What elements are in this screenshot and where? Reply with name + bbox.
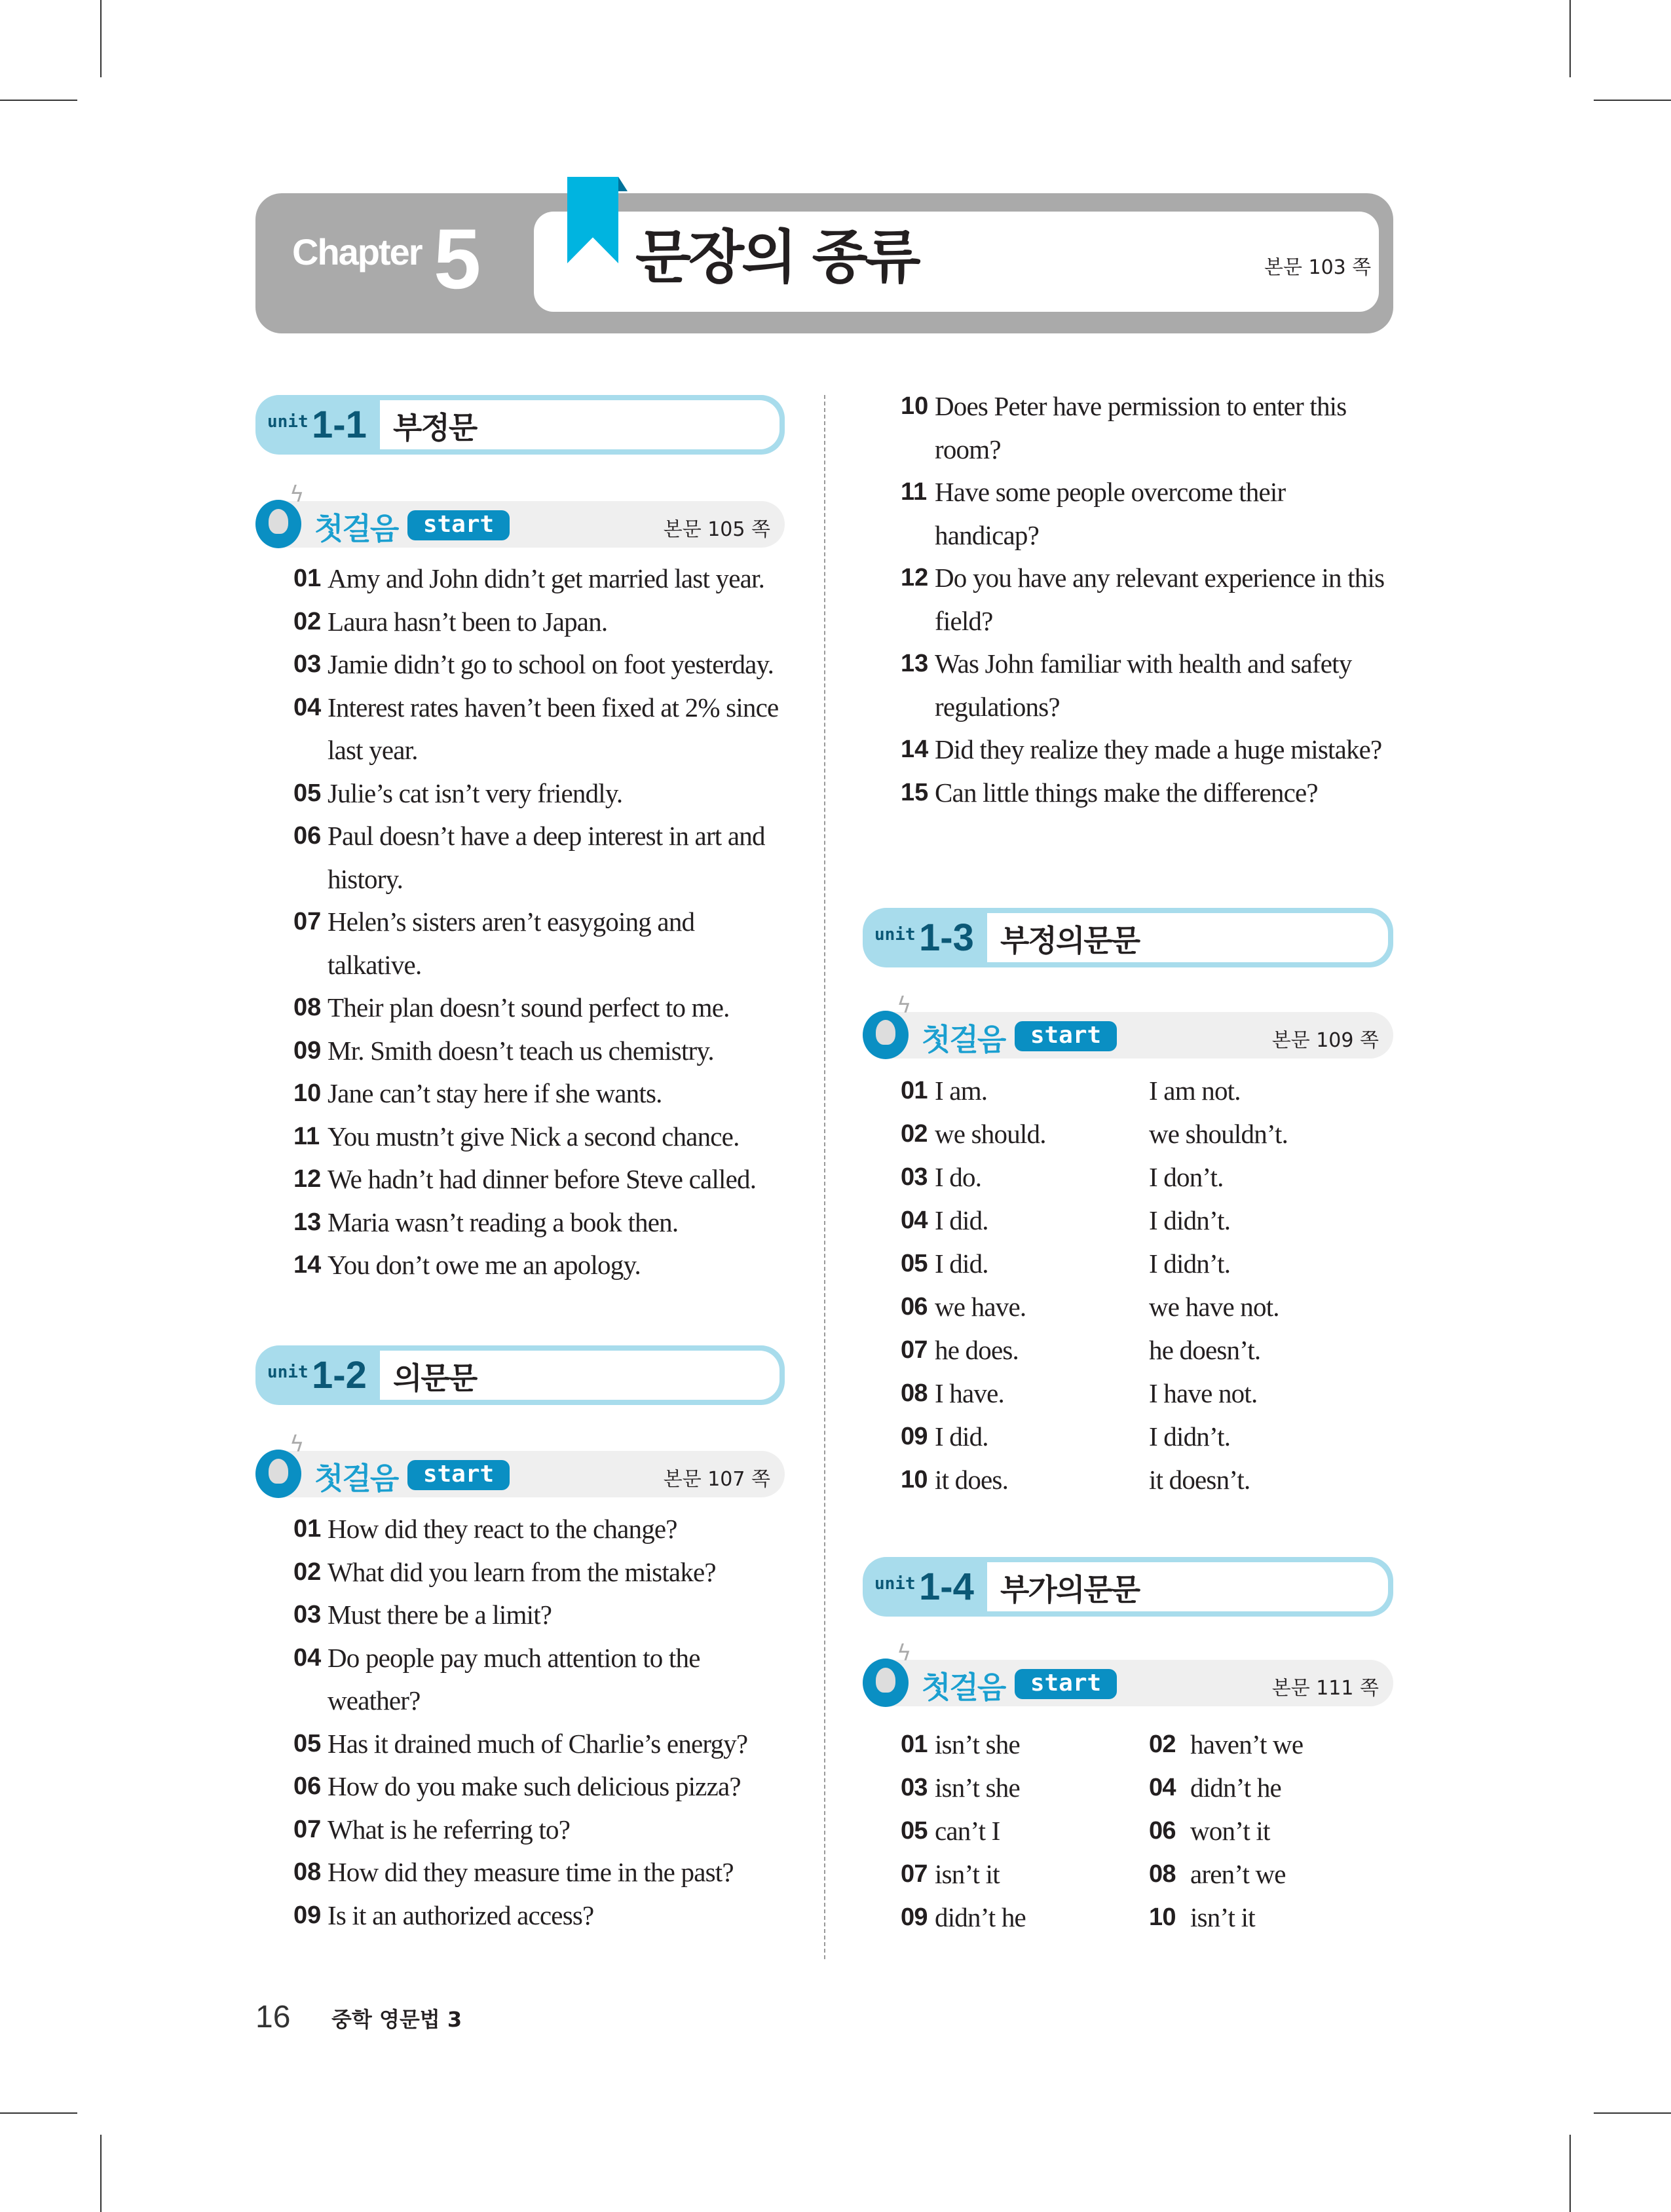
list-item	[293, 1115, 791, 1159]
answer-positive: I am.	[935, 1076, 988, 1106]
list-item	[293, 901, 791, 986]
chapter-number: 5	[434, 211, 481, 307]
list-item	[901, 557, 1392, 643]
answer-negative: we have not.	[1149, 1292, 1279, 1322]
item-number: 02	[901, 1120, 928, 1148]
crop-mark	[0, 100, 77, 101]
answer-negative: I am not.	[1149, 1076, 1241, 1106]
item-number: 05	[901, 1817, 928, 1845]
answer-negative: he doesn’t.	[1149, 1335, 1261, 1365]
item-number: 11	[901, 478, 928, 506]
answer-negative: it doesn’t.	[1149, 1465, 1250, 1495]
list-item	[901, 1723, 1385, 1766]
answer-positive: I do.	[935, 1162, 982, 1192]
unit-header	[863, 908, 1393, 967]
start-header	[863, 1640, 1393, 1706]
item-text: How did they react to the change?	[328, 1514, 677, 1544]
item-number: 06	[1149, 1817, 1176, 1845]
list-item	[293, 601, 791, 644]
page-number: 16	[255, 2000, 291, 2034]
start-header	[255, 481, 785, 548]
item-text: isn’t it	[1190, 1902, 1255, 1932]
item-number: 04	[293, 693, 322, 721]
page-ref: 본문 109 쪽	[1271, 1029, 1379, 1052]
start-korean-label: 첫걸음	[314, 1461, 398, 1496]
item-number: 08	[293, 1858, 322, 1886]
answer-negative: I didn’t.	[1149, 1248, 1231, 1279]
chapter-label: Chapter	[292, 231, 422, 272]
page-ref: 본문 107 쪽	[663, 1468, 770, 1491]
list-item	[293, 772, 791, 815]
item-number: 09	[901, 1903, 928, 1931]
list-item	[293, 1723, 791, 1766]
item-number: 14	[901, 736, 929, 763]
unit-title: 부가의문문	[1000, 1572, 1140, 1607]
crop-mark	[1594, 2112, 1671, 2114]
unit-number: 1-2	[312, 1354, 367, 1397]
list-item	[293, 1809, 791, 1852]
item-text: Can little things make the difference?	[935, 777, 1318, 808]
item-number: 04	[1149, 1774, 1176, 1801]
crop-mark	[1569, 0, 1571, 77]
item-number: 10	[1149, 1903, 1176, 1931]
list-item	[293, 1030, 791, 1073]
item-text: aren’t we	[1190, 1859, 1286, 1889]
start-badge: start	[1015, 1021, 1117, 1051]
item-number: 14	[293, 1251, 322, 1279]
item-number: 07	[901, 1336, 928, 1364]
item-number: 09	[293, 1036, 322, 1064]
list-item	[901, 1809, 1385, 1852]
item-number: 07	[293, 1815, 322, 1843]
list-item	[901, 1112, 1385, 1155]
bulb-glass	[876, 1668, 895, 1693]
start-header	[863, 992, 1393, 1059]
item-number: 11	[293, 1122, 320, 1150]
list-item	[293, 1851, 791, 1894]
item-text: Laura hasn’t been to Japan.	[328, 606, 608, 637]
list-item	[901, 1372, 1385, 1415]
list-item	[901, 1242, 1385, 1285]
answer-list	[901, 1723, 1385, 1939]
item-number: 13	[293, 1208, 322, 1236]
item-text: Interest rates haven’t been fixed at 2% since last year.	[328, 692, 779, 765]
start-korean-label: 첫걸음	[922, 1670, 1005, 1705]
item-number: 10	[901, 392, 929, 420]
item-text: Must there be a limit?	[328, 1600, 552, 1630]
start-korean-label: 첫걸음	[314, 511, 398, 546]
item-number: 06	[901, 1293, 928, 1321]
item-number: 07	[293, 908, 322, 935]
unit-number: 1-4	[919, 1565, 974, 1608]
item-number: 10	[293, 1079, 322, 1107]
item-number: 04	[293, 1643, 322, 1672]
answer-positive: we should.	[935, 1119, 1046, 1149]
item-text: Amy and John didn’t get married last year.	[328, 563, 765, 593]
item-number: 01	[293, 1515, 322, 1543]
item-number: 08	[901, 1379, 928, 1407]
answer-list	[901, 385, 1392, 814]
item-text: can’t I	[935, 1816, 1000, 1846]
item-number: 06	[293, 1772, 322, 1800]
item-number: 09	[901, 1423, 928, 1450]
chapter-page-ref: 본문 103 쪽	[1264, 256, 1372, 279]
item-number: 12	[293, 1165, 322, 1193]
item-text: Julie’s cat isn’t very friendly.	[328, 778, 623, 808]
start-badge: start	[407, 1460, 510, 1490]
item-text: won’t it	[1190, 1816, 1270, 1846]
start-korean-label: 첫걸음	[922, 1022, 1005, 1057]
item-text: We hadn’t had dinner before Steve called.	[328, 1164, 757, 1194]
crop-mark	[0, 2112, 77, 2114]
answer-positive: he does.	[935, 1335, 1019, 1365]
list-item	[293, 643, 791, 686]
list-item	[901, 772, 1392, 815]
item-number: 03	[901, 1163, 928, 1191]
crop-mark	[1569, 2135, 1571, 2212]
list-item	[901, 728, 1392, 772]
unit-header	[863, 1557, 1393, 1617]
list-item	[293, 1158, 791, 1201]
list-item	[901, 1069, 1385, 1112]
unit-number: 1-1	[312, 403, 367, 446]
list-item	[293, 1594, 791, 1637]
item-text: Paul doesn’t have a deep interest in art and history.	[328, 821, 765, 894]
item-text: What is he referring to?	[328, 1814, 571, 1845]
unit-label: unit	[267, 412, 309, 432]
item-text: Their plan doesn’t sound perfect to me.	[328, 992, 730, 1022]
unit-label: unit	[267, 1362, 309, 1382]
item-text: How do you make such delicious pizza?	[328, 1771, 741, 1801]
item-number: 02	[293, 607, 322, 635]
unit-label: unit	[874, 925, 916, 945]
answer-negative: I don’t.	[1149, 1162, 1224, 1192]
answer-negative: I didn’t.	[1149, 1421, 1231, 1452]
item-text: Do you have any relevant experience in this field?	[935, 563, 1385, 636]
list-item	[293, 1894, 791, 1938]
item-number: 07	[901, 1860, 928, 1888]
item-number: 02	[293, 1558, 322, 1586]
item-number: 03	[293, 650, 322, 678]
answer-negative: I didn’t.	[1149, 1205, 1231, 1235]
crop-mark	[1594, 100, 1671, 101]
item-number: 03	[901, 1774, 928, 1801]
answer-positive: I did.	[935, 1248, 988, 1279]
answer-positive: we have.	[935, 1292, 1026, 1322]
column-divider	[824, 395, 825, 1959]
list-item	[293, 1244, 791, 1287]
item-number: 01	[901, 1731, 928, 1758]
bulb-glass	[269, 509, 288, 534]
list-item	[901, 1896, 1385, 1939]
list-item	[293, 1072, 791, 1115]
item-text: Was John familiar with health and safety regulations?	[935, 648, 1352, 722]
item-text: Did they realize they made a huge mistake?	[935, 734, 1382, 764]
unit-title: 부정문	[393, 410, 477, 445]
item-text: Mr. Smith doesn’t teach us chemistry.	[328, 1035, 714, 1066]
item-text: You don’t owe me an apology.	[328, 1250, 641, 1280]
item-text: Has it drained much of Charlie’s energy?	[328, 1728, 748, 1759]
unit-title: 부정의문문	[1000, 923, 1140, 958]
start-header	[255, 1431, 785, 1497]
crop-mark	[100, 2135, 102, 2212]
start-badge: start	[1015, 1669, 1117, 1699]
answer-positive: I did.	[935, 1205, 988, 1235]
item-number: 15	[901, 778, 929, 806]
item-number: 13	[901, 650, 929, 677]
list-item	[293, 986, 791, 1030]
answer-positive: I have.	[935, 1378, 1004, 1408]
item-number: 04	[901, 1207, 928, 1234]
item-number: 12	[901, 564, 929, 591]
answer-list	[293, 1508, 791, 1937]
list-item	[901, 471, 1392, 557]
spark-icon: ϟ	[290, 1431, 305, 1457]
unit-number: 1-3	[919, 916, 974, 959]
item-number: 02	[1149, 1731, 1176, 1758]
chapter-title: 문장의 종류	[635, 223, 918, 291]
unit-label: unit	[874, 1574, 916, 1594]
item-text: isn’t it	[935, 1859, 1000, 1889]
item-number: 10	[901, 1466, 928, 1493]
item-number: 06	[293, 822, 322, 850]
list-item	[901, 1199, 1385, 1242]
list-item	[293, 1201, 791, 1245]
list-item	[293, 557, 791, 601]
item-text: Have some people overcome their handicap?	[935, 477, 1286, 550]
item-number: 05	[293, 1729, 322, 1757]
item-text: Jamie didn’t go to school on foot yesterday.	[328, 649, 774, 679]
item-text: Is it an authorized access?	[328, 1900, 594, 1930]
unit-title: 의문문	[393, 1360, 477, 1396]
crop-mark	[100, 0, 102, 77]
item-number: 01	[293, 565, 322, 592]
list-item	[293, 686, 791, 772]
item-text: What did you learn from the mistake?	[328, 1556, 716, 1587]
item-number: 03	[293, 1601, 322, 1628]
list-item	[901, 1458, 1385, 1501]
list-item	[901, 1766, 1385, 1809]
bookmark-fold	[618, 177, 628, 191]
item-number: 09	[293, 1901, 322, 1929]
bulb-glass	[876, 1020, 895, 1045]
list-item	[293, 1508, 791, 1551]
item-text: haven’t we	[1190, 1729, 1304, 1759]
answer-list	[293, 557, 791, 1287]
page-ref: 본문 111 쪽	[1271, 1677, 1379, 1700]
spark-icon: ϟ	[897, 1640, 912, 1666]
item-number: 08	[1149, 1860, 1176, 1888]
list-item	[901, 1415, 1385, 1458]
item-text: Does Peter have permission to enter this room?	[935, 391, 1347, 464]
list-item	[293, 1637, 791, 1723]
item-text: Do people pay much attention to the weather?	[328, 1642, 700, 1715]
item-text: Jane can’t stay here if she wants.	[328, 1078, 662, 1108]
spark-icon: ϟ	[290, 481, 305, 508]
item-number: 05	[901, 1250, 928, 1277]
item-number: 01	[901, 1077, 928, 1104]
page-ref: 본문 105 쪽	[663, 518, 770, 541]
answer-positive: I did.	[935, 1421, 988, 1452]
list-item	[901, 1285, 1385, 1328]
item-text: didn’t he	[935, 1902, 1026, 1932]
list-item	[293, 1551, 791, 1594]
bulb-glass	[269, 1459, 288, 1484]
item-number: 05	[293, 779, 322, 807]
list-item	[901, 643, 1392, 728]
item-text: Helen’s sisters aren’t easygoing and talkative.	[328, 907, 695, 980]
list-item	[901, 385, 1392, 471]
item-text: You mustn’t give Nick a second chance.	[328, 1121, 740, 1152]
unit-header	[255, 1345, 785, 1405]
item-text: isn’t she	[935, 1772, 1020, 1803]
list-item	[901, 1852, 1385, 1896]
answer-negative: we shouldn’t.	[1149, 1119, 1288, 1149]
list-item	[293, 1765, 791, 1809]
answer-list	[901, 1069, 1385, 1501]
book-title: 중학 영문법 3	[331, 2007, 462, 2032]
start-badge: start	[407, 510, 510, 540]
answer-negative: I have not.	[1149, 1378, 1258, 1408]
list-item	[293, 815, 791, 901]
spark-icon: ϟ	[897, 992, 912, 1019]
list-item	[901, 1328, 1385, 1372]
item-text: Maria wasn’t reading a book then.	[328, 1207, 679, 1237]
item-number: 08	[293, 994, 322, 1021]
answer-positive: it does.	[935, 1465, 1009, 1495]
item-text: isn’t she	[935, 1729, 1020, 1759]
item-text: didn’t he	[1190, 1772, 1281, 1803]
unit-header	[255, 395, 785, 455]
list-item	[901, 1155, 1385, 1199]
item-text: How did they measure time in the past?	[328, 1857, 734, 1887]
